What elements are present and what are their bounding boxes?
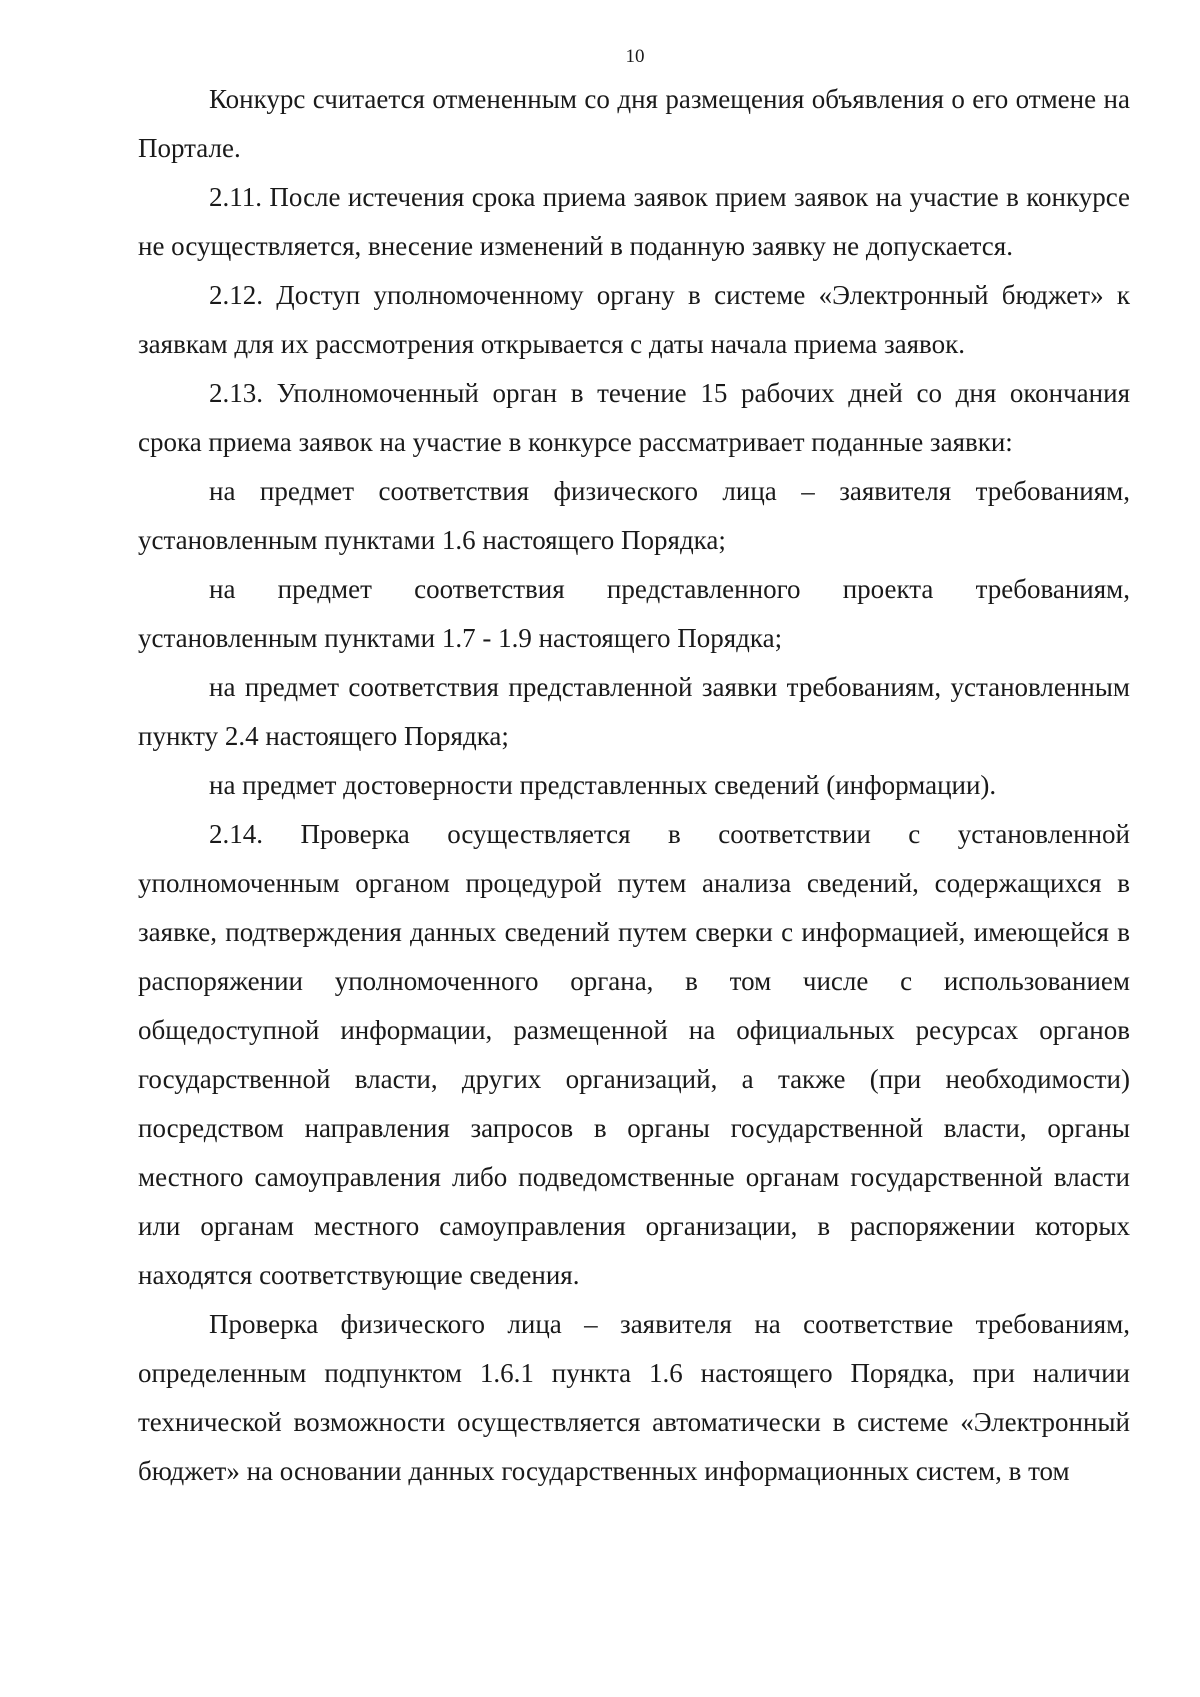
paragraph-item-person: на предмет соответствия физического лица – заявителя требованиям, установленным пунктами 1.6 настоящего Порядка; [138,476,1130,555]
paragraph-item-project: на предмет соответствия представленного проекта требованиям, установленным пунктами 1.7 - 1.9 настоящего Порядка; [138,574,1130,653]
paragraph-2-11: 2.11. После истечения срока приема заявок прием заявок на участие в конкурсе не осуществляется, внесение изменений в поданную заявку не допускается. [138,182,1130,261]
paragraph-2-12: 2.12. Доступ уполномоченному органу в системе «Электронный бюджет» к заявкам для их рассмотрения открывается с даты начала приема заявок. [138,280,1130,359]
page-number: 10 [625,46,645,67]
paragraph-item-reliability: на предмет достоверности представленных сведений (информации). [209,770,997,800]
paragraph-contest-cancel: Конкурс считается отмененным со дня размещения объявления о его отмене на Портале. [138,84,1130,163]
paragraph-person-check: Проверка физического лица – заявителя на соответствие требованиям, определенным подпунктом 1.6.1 пункта 1.6 настоящего Порядка, при наличии технической возможности осуществляется автоматически в системе «Электронный бюджет» на основании данных государственных информационных систем, в том [138,1309,1130,1486]
paragraph-2-14: 2.14. Проверка осуществляется в соответствии с установленной уполномоченным органом процедурой путем анализа сведений, содержащихся в заявке, подтверждения данных сведений путем сверки с информацией, имеющейся в распоряжении уполномоченного органа, в том числе с использованием общедоступной информации, размещенной на официальных ресурсах органов государственной власти, других организаций, а также (при необходимости) посредством направления запросов в органы государственной власти, органы местного самоуправления либо подведомственные органам государственной власти или органам местного самоуправления организации, в распоряжении которых находятся соответствующие сведения. [138,819,1130,1290]
paragraph-item-application: на предмет соответствия представленной заявки требованиям, установленным пункту 2.4 настоящего Порядка; [138,672,1130,751]
document-body [138,75,1130,1496]
paragraph-2-13: 2.13. Уполномоченный орган в течение 15 рабочих дней со дня окончания срока приема заявок на участие в конкурсе рассматривает поданные заявки: [138,378,1130,457]
